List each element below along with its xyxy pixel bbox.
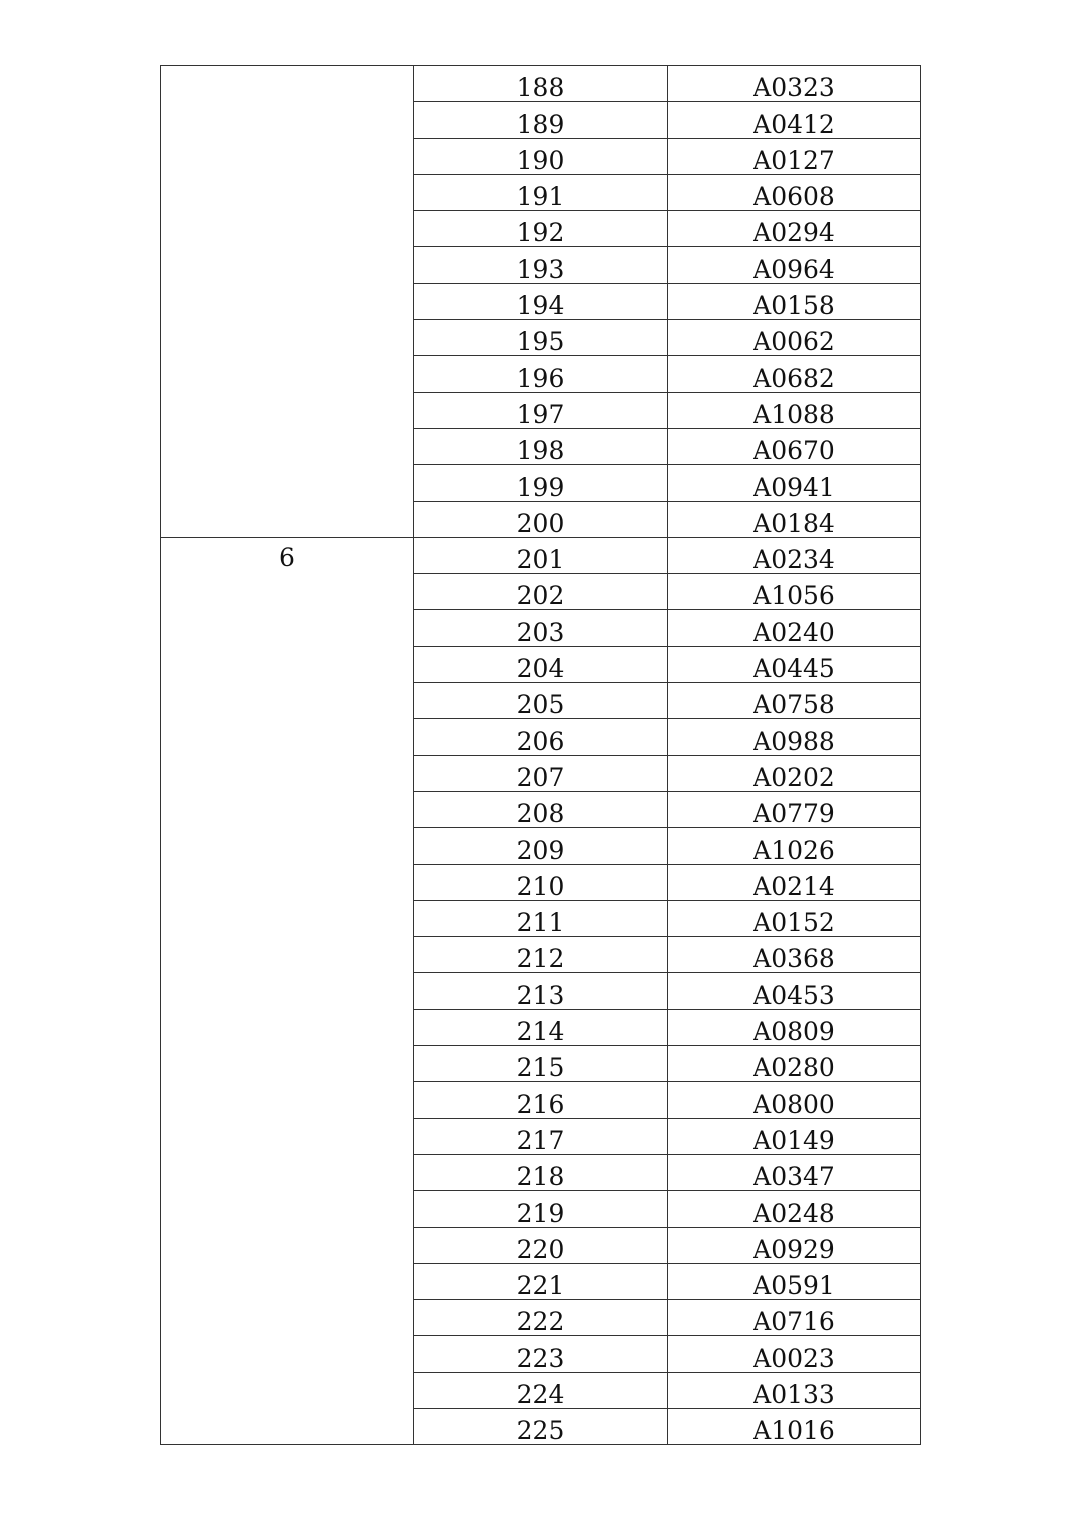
serial-number-cell: 191 (414, 174, 668, 210)
code-cell: A0294 (668, 211, 921, 247)
serial-number-cell: 219 (414, 1191, 668, 1227)
serial-number-cell: 217 (414, 1118, 668, 1154)
serial-number-cell: 196 (414, 356, 668, 392)
serial-number-cell: 190 (414, 138, 668, 174)
code-cell: A1026 (668, 828, 921, 864)
code-cell: A0988 (668, 719, 921, 755)
serial-number-cell: 222 (414, 1300, 668, 1336)
serial-number-cell: 192 (414, 211, 668, 247)
serial-number-cell: 207 (414, 755, 668, 791)
serial-number-cell: 213 (414, 973, 668, 1009)
code-cell: A0280 (668, 1046, 921, 1082)
serial-number-cell: 205 (414, 683, 668, 719)
serial-number-cell: 215 (414, 1046, 668, 1082)
code-cell: A0248 (668, 1191, 921, 1227)
serial-number-cell: 189 (414, 102, 668, 138)
serial-number-cell: 209 (414, 828, 668, 864)
code-cell: A1088 (668, 392, 921, 428)
serial-number-cell: 224 (414, 1372, 668, 1408)
serial-number-cell: 188 (414, 66, 668, 102)
serial-number-cell: 218 (414, 1154, 668, 1190)
serial-number-cell: 203 (414, 610, 668, 646)
serial-number-cell: 199 (414, 465, 668, 501)
table-row (161, 66, 921, 102)
code-cell: A1016 (668, 1408, 921, 1444)
data-table (160, 65, 921, 1445)
code-cell: A1056 (668, 574, 921, 610)
serial-number-cell: 194 (414, 283, 668, 319)
serial-number-cell: 208 (414, 791, 668, 827)
serial-number-cell: 200 (414, 501, 668, 537)
serial-number-cell: 216 (414, 1082, 668, 1118)
group-cell (161, 66, 414, 538)
code-cell: A0149 (668, 1118, 921, 1154)
code-cell: A0158 (668, 283, 921, 319)
code-cell: A0608 (668, 174, 921, 210)
serial-number-cell: 202 (414, 574, 668, 610)
serial-number-cell: 195 (414, 320, 668, 356)
code-cell: A0779 (668, 791, 921, 827)
code-cell: A0682 (668, 356, 921, 392)
code-cell: A0202 (668, 755, 921, 791)
group-cell: 6 (161, 537, 414, 1444)
code-cell: A0234 (668, 537, 921, 573)
serial-number-cell: 193 (414, 247, 668, 283)
serial-number-cell: 221 (414, 1263, 668, 1299)
code-cell: A0716 (668, 1300, 921, 1336)
table-row (161, 537, 921, 573)
serial-number-cell: 206 (414, 719, 668, 755)
code-cell: A0152 (668, 900, 921, 936)
serial-number-cell: 214 (414, 1009, 668, 1045)
code-cell: A0214 (668, 864, 921, 900)
serial-number-cell: 223 (414, 1336, 668, 1372)
code-cell: A0929 (668, 1227, 921, 1263)
code-cell: A0758 (668, 683, 921, 719)
code-cell: A0800 (668, 1082, 921, 1118)
serial-number-cell: 210 (414, 864, 668, 900)
serial-number-cell: 225 (414, 1408, 668, 1444)
code-cell: A0347 (668, 1154, 921, 1190)
code-cell: A0591 (668, 1263, 921, 1299)
serial-number-cell: 201 (414, 537, 668, 573)
code-cell: A0941 (668, 465, 921, 501)
code-cell: A0023 (668, 1336, 921, 1372)
table-body (161, 66, 921, 1445)
code-cell: A0809 (668, 1009, 921, 1045)
code-cell: A0368 (668, 937, 921, 973)
code-cell: A0240 (668, 610, 921, 646)
code-cell: A0184 (668, 501, 921, 537)
code-cell: A0133 (668, 1372, 921, 1408)
code-cell: A0412 (668, 102, 921, 138)
code-cell: A0670 (668, 428, 921, 464)
serial-number-cell: 212 (414, 937, 668, 973)
code-cell: A0964 (668, 247, 921, 283)
serial-number-cell: 204 (414, 646, 668, 682)
serial-number-cell: 197 (414, 392, 668, 428)
code-cell: A0453 (668, 973, 921, 1009)
code-cell: A0445 (668, 646, 921, 682)
code-cell: A0127 (668, 138, 921, 174)
code-cell: A0062 (668, 320, 921, 356)
code-cell: A0323 (668, 66, 921, 102)
serial-number-cell: 220 (414, 1227, 668, 1263)
serial-number-cell: 211 (414, 900, 668, 936)
serial-number-cell: 198 (414, 428, 668, 464)
